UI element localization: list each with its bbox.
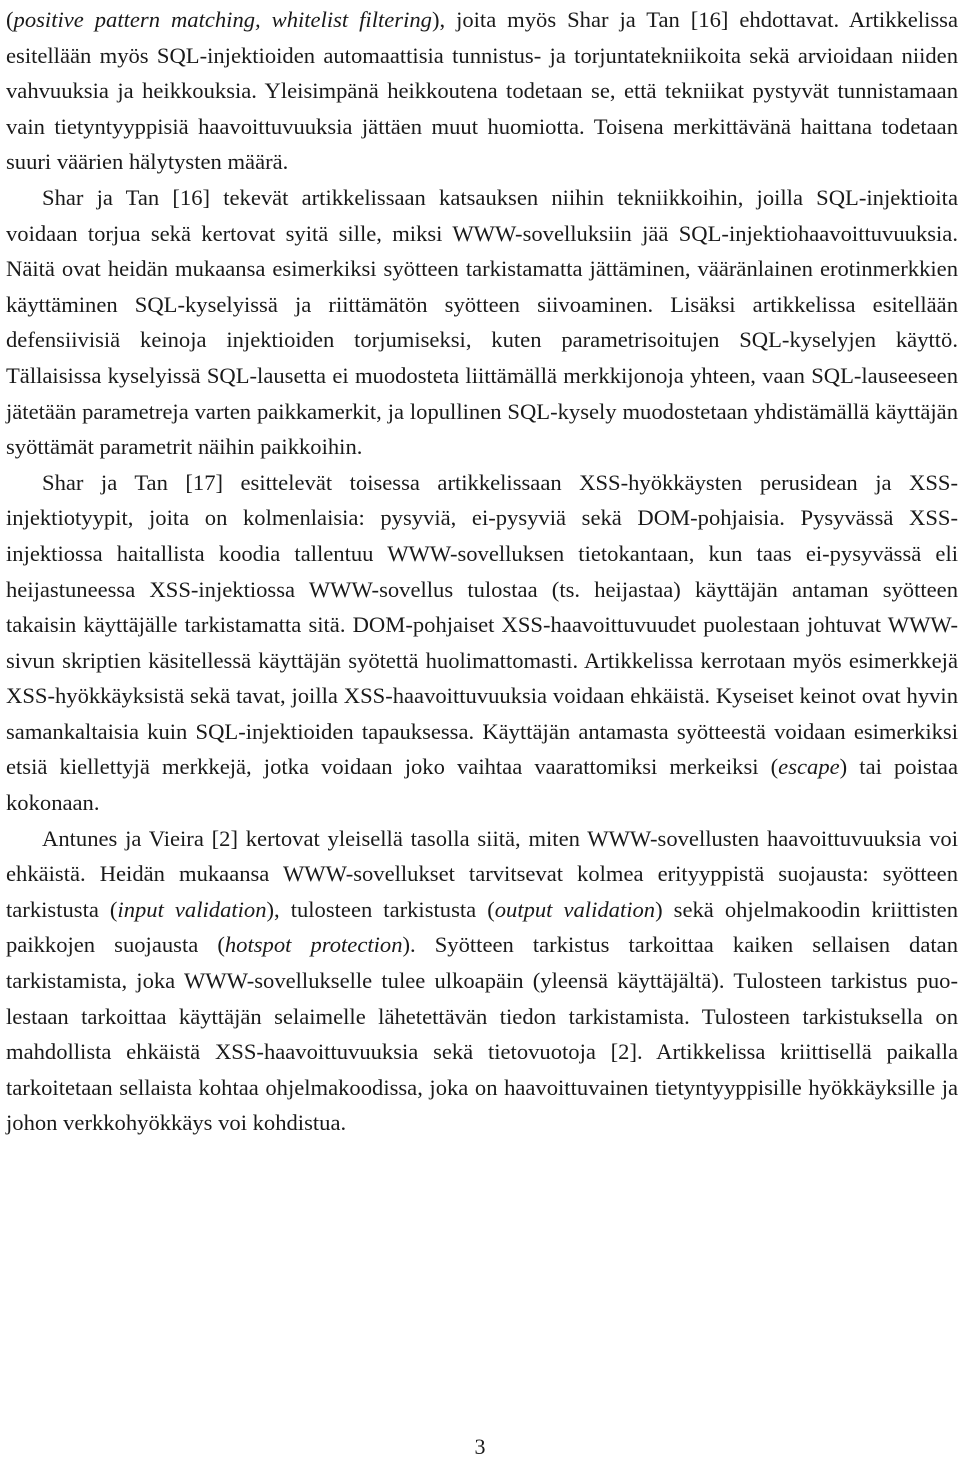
- document-page: [6, 2, 958, 1141]
- paragraph-2: Shar ja Tan [16] tekevät artikkelissaan katsauksen niihin tekniikkoihin, joilla SQL-injektioita voidaan torjua sekä kertovat syitä sille, miksi WWW-sovelluksiin jää SQL-injektiohaavoittuvuuksia. Näitä ovat heidän mukaansa esimerkiksi syötteen tarkistamatta jättäminen, vääränlainen erotinmerkkien käyttäminen SQL-kyselyissä ja riittämätön syötteen siivoaminen. Lisäksi artikkelissa esitellään defensiivisiä keinoja injektioiden torjumiseksi, kuten parametrisoitujen SQL-kyselyjen käyttö. Tällaisissa kyselyissä SQL-lausetta ei muodosteta liittämällä merkkijonoja yhteen, vaan SQL-lauseeseen jätetään parametreja varten paikkamerkit, ja lopullinen SQL-kysely muodostetaan yhdistämällä käyttäjän syöttämät parametrit näihin paikkoihin.: [6, 184, 958, 460]
- paragraph-3: Shar ja Tan [17] esittelevät toisessa artikkelissaan XSS-hyökkäysten perusidean ja XSS-injektiotyypit, joita on kolmenlaisia: pysyviä, ei-pysyviä sekä DOM-pohjaisia. Pysyvässä XSS-injektiossa haitallista koodia tallentuu WWW-sovelluksen tietokantaan, kun taas ei-pysyvässä eli heijastuneessa XSS-injektiossa WWW-sovellus tulostaa (ts. heijastaa) käyttäjän antaman syötteen takaisin käyttäjälle tarkistamatta sitä. DOM-pohjaiset XSS-haavoittuvuudet puolestaan johtuvat WWW-sivun skriptien käsitellessä käyttäjän syötettä huolimattomasti. Artikkelissa kerrotaan myös esimerkkejä XSS-hyökkäyksistä sekä tavat, joilla XSS-haavoittuvuuksia voidaan ehkäistä. Kyseiset keinot ovat hyvin samankaltaisia kuin SQL-injektioiden tapauksessa. Käyttäjän antamasta syötteestä voidaan esimerkiksi etsiä kiellettyjä merkkejä, jotka voidaan joko vaihtaa vaarattomiksi merkeiksi (escape) tai poistaa kokonaan.: [6, 469, 958, 816]
- paragraph-4: Antunes ja Vieira [2] kertovat yleisellä tasolla siitä, miten WWW-sovellusten haavoittuvuuksia voi ehkäistä. Heidän mukaansa WWW-sovellukset tarvitsevat kolmea erityyppistä suojausta: syötteen tarkistusta (input validation), tulosteen tarkistusta (output validation) sekä ohjelmakoodin kriittisten paikkojen suojausta (hotspot protection). Syötteen tarkistus tarkoittaa kaiken sellaisen datan tarkistamista, joka WWW-sovellukselle tulee ulkoapäin (yleensä käyttäjältä). Tulosteen tarkistus puolestaan tarkoittaa käyttäjän selaimelle lähetettävän tiedon tarkistamista. Tulosteen tarkistuksella on mahdollista ehkäistä XSS-haavoittuvuuksia sekä tietovuotoja [2]. Artikkelissa kriittisellä paikalla tarkoitetaan sellaista kohtaa ohjelmakoodissa, joka on haavoittuvainen tietyntyyppisille hyökkäyksille ja johon verkkohyökkäys voi kohdistua.: [6, 825, 958, 1136]
- paragraph-1: (positive pattern matching, whitelist filtering), joita myös Shar ja Tan [16] ehdottavat. Artikkelissa esitellään myös SQL-injektioiden automaattisia tunnistus- ja torjuntatekniikoita sekä arvioidaan niiden vahvuuksia ja heikkouksia. Yleisimpänä heikkoutena todetaan se, että tekniikat pystyvät tunnistamaan vain tietyntyyppisiä haavoittuvuuksia jättäen muut huomiotta. Toisena merkittävänä haittana todetaan suuri väärien hälytysten määrä.: [6, 7, 959, 175]
- page-number: 3: [474, 1434, 486, 1459]
